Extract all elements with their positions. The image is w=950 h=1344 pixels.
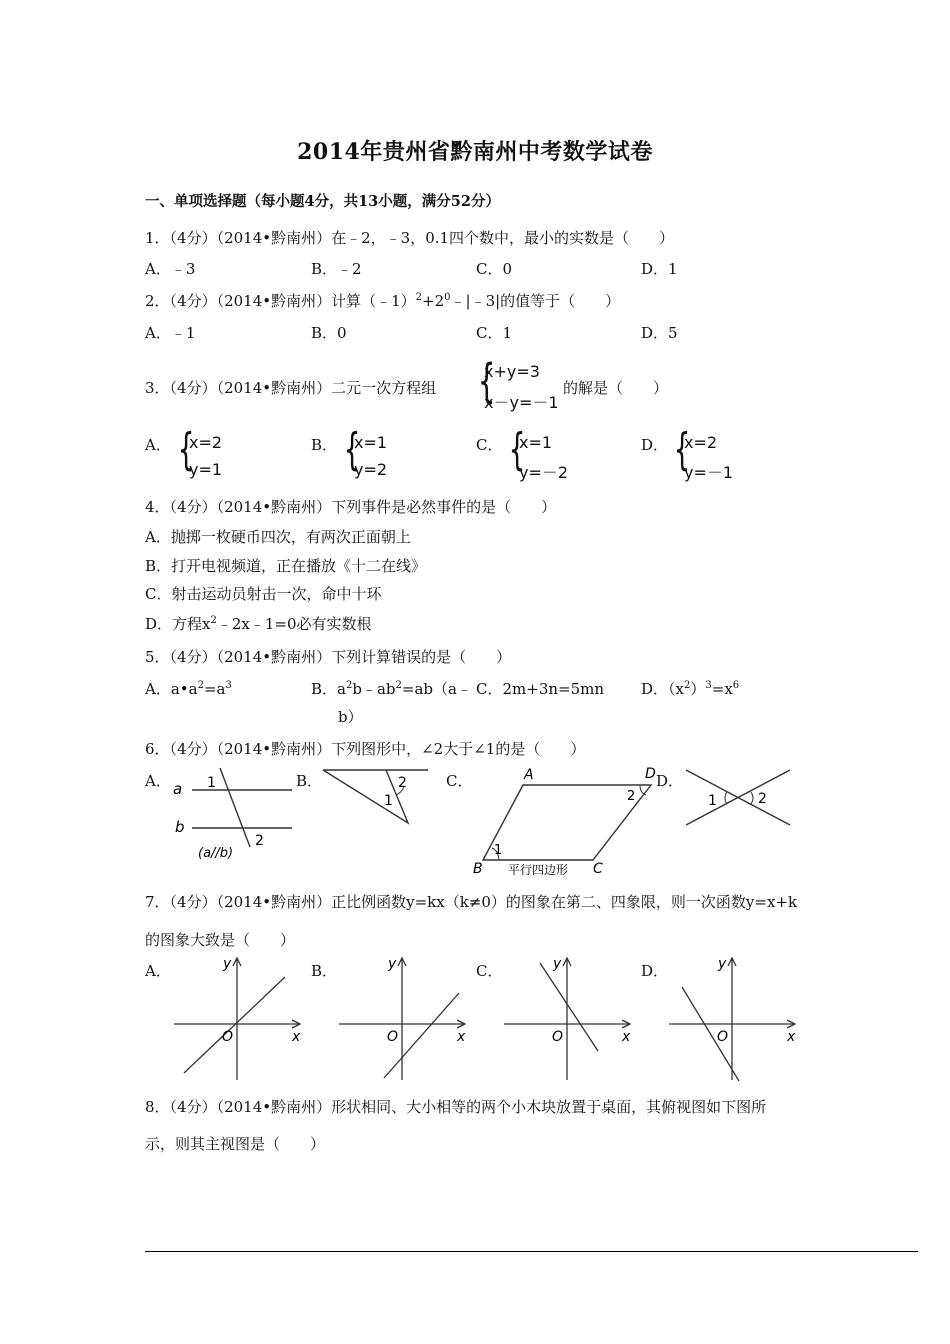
q7-graph-c [502, 955, 642, 1083]
q2-option-d[interactable]: D．5 [641, 324, 678, 342]
footer-divider [145, 1251, 918, 1252]
q7-option-c[interactable]: C． [476, 962, 503, 980]
y-label: y [223, 956, 232, 972]
q3-option-d-brace: { [673, 424, 691, 475]
q6-option-a[interactable]: A． [145, 772, 171, 790]
angle-2-label: 2 [398, 775, 407, 791]
q5-option-d[interactable]: D．$(x^2)^3=x^6$ [641, 680, 740, 698]
graph-line [540, 963, 598, 1051]
q3-option-c-brace: { [508, 424, 526, 475]
q1-option-d[interactable]: D．1 [641, 260, 678, 278]
vertex-c: C [593, 861, 603, 877]
question-8-line1: 8．（4分）（2014•黔南州）形状相同、大小相等的两个小木块放置于桌面，其俯视图如下图所 [145, 1098, 767, 1116]
x-label: x [787, 1029, 796, 1045]
question-3-suffix: 的解是（ ） [563, 379, 669, 397]
angle-1-label: 1 [494, 843, 503, 858]
q7-graph-a [172, 955, 312, 1083]
q1-option-c[interactable]: C．0 [476, 260, 513, 278]
angle-2-label: 2 [627, 789, 636, 804]
q6-figure-a [170, 765, 295, 865]
q3-option-b-line1: x=1 [354, 433, 388, 452]
origin-label: O [222, 1029, 234, 1045]
q7-option-b[interactable]: B． [311, 962, 338, 980]
q3-option-c-label[interactable]: C． [476, 436, 503, 454]
q3-option-a-label[interactable]: A． [145, 436, 171, 454]
caption-parallel: (a//b) [198, 846, 234, 861]
transversal [220, 768, 250, 847]
angle-1-label: 1 [384, 793, 393, 809]
q5-option-a[interactable]: A．$a•a^2=a^3$ [145, 680, 232, 698]
q2-option-a[interactable]: A．﹣1 [145, 324, 196, 342]
q2-option-b[interactable]: B．0 [311, 324, 347, 342]
q3-equation-1: x+y=3 [484, 362, 540, 381]
angle-2-label: 2 [758, 791, 767, 807]
q3-option-d-label[interactable]: D． [641, 436, 669, 454]
x-label: x [622, 1029, 631, 1045]
q7-option-d[interactable]: D． [641, 962, 669, 980]
angle-1-label: 1 [207, 775, 216, 791]
q3-option-b-line2: y=2 [354, 460, 388, 479]
q6-option-c[interactable]: C． [446, 772, 473, 790]
q3-option-a-line2: y=1 [189, 460, 223, 479]
q1-option-a[interactable]: A．﹣3 [145, 260, 196, 278]
vertex-b: B [473, 861, 483, 877]
y-label: y [718, 956, 727, 972]
question-7-line2: 的图象大致是（ ） [145, 931, 296, 949]
page-title: 2014年贵州省黔南州中考数学试卷 [297, 139, 653, 165]
x-label: x [457, 1029, 466, 1045]
q3-option-b-label[interactable]: B． [311, 436, 338, 454]
question-1-text: 1．（4分）（2014•黔南州）在﹣2，﹣3，0.1四个数中，最小的实数是（ ） [145, 229, 675, 247]
q3-option-d-line2: y=－1 [684, 463, 734, 482]
q3-option-c-line2: y=－2 [519, 463, 569, 482]
origin-label: O [552, 1029, 564, 1045]
q3-option-d-line1: x=2 [684, 433, 718, 452]
angle-1-label: 1 [708, 793, 717, 809]
q3-option-a-brace: { [177, 424, 195, 475]
parallelogram [483, 785, 651, 860]
q4-option-b[interactable]: B．打开电视频道，正在播放《十二在线》 [145, 557, 427, 575]
label-b: b [175, 818, 185, 836]
q4-option-c[interactable]: C．射击运动员射击一次，命中十环 [145, 585, 382, 603]
q3-equation-2: x－y=－1 [484, 393, 559, 412]
origin-label: O [717, 1029, 729, 1045]
vertex-d: D [645, 766, 656, 782]
q3-option-a-line1: x=2 [189, 433, 223, 452]
graph-line [682, 987, 739, 1081]
label-a: a [173, 780, 183, 798]
q6-figure-d [684, 765, 794, 830]
q6-option-d[interactable]: D． [656, 772, 684, 790]
question-5-text: 5．（4分）（2014•黔南州）下列计算错误的是（ ） [145, 648, 512, 666]
question-2-text: 2．（4分）（2014•黔南州）计算$(﹣1)^2+2^0﹣|﹣3|$的值等于（ ） [145, 292, 621, 310]
q6-option-b[interactable]: B． [296, 772, 323, 790]
q7-option-a[interactable]: A． [145, 962, 171, 980]
q5-option-b[interactable]: B．$a^2b﹣ab^2=ab(a﹣$ [311, 680, 472, 698]
caption-parallelogram: 平行四边形 [508, 863, 569, 877]
graph-line [184, 977, 285, 1073]
question-8-line2: 示，则其主视图是（ ） [145, 1135, 326, 1153]
q3-option-b-brace: { [343, 424, 361, 475]
q6-figure-c [468, 765, 658, 880]
y-label: y [553, 956, 562, 972]
question-6-text: 6．（4分）（2014•黔南州）下列图形中，∠2大于∠1的是（ ） [145, 740, 586, 758]
q7-graph-d [667, 955, 807, 1083]
q7-graph-b [337, 955, 477, 1083]
q5-option-b-wrap: b） [338, 708, 363, 726]
q3-system-brace: { [477, 354, 496, 408]
angle-arc-1 [725, 792, 727, 804]
triangle [323, 770, 408, 823]
x-label: x [292, 1029, 301, 1045]
question-3-prefix: 3．（4分）（2014•黔南州）二元一次方程组 [145, 379, 437, 397]
q4-option-a[interactable]: A．抛掷一枚硬币四次，有两次正面朝上 [145, 528, 411, 546]
angle-arc-2 [751, 792, 753, 804]
question-4-text: 4．（4分）（2014•黔南州）下列事件是必然事件的是（ ） [145, 498, 557, 516]
y-label: y [388, 956, 397, 972]
q3-option-c-line1: x=1 [519, 433, 553, 452]
vertex-a: A [524, 767, 534, 783]
q4-option-d[interactable]: D．方程$x^2﹣2x﹣1=0$必有实数根 [145, 615, 372, 633]
q6-figure-b [318, 765, 433, 830]
q1-option-b[interactable]: B．﹣2 [311, 260, 362, 278]
section-heading-1: 一、单项选择题（每小题4分，共13小题，满分52分） [145, 193, 500, 210]
origin-label: O [387, 1029, 399, 1045]
angle-2-label: 2 [255, 833, 264, 849]
q5-option-c[interactable]: C．2m+3n=5mn [476, 680, 605, 698]
question-7-line1: 7．（4分）（2014•黔南州）正比例函数y=kx（k≠0）的图象在第二、四象限，则一次函数y=x+k [145, 893, 798, 911]
q2-option-c[interactable]: C．1 [476, 324, 513, 342]
